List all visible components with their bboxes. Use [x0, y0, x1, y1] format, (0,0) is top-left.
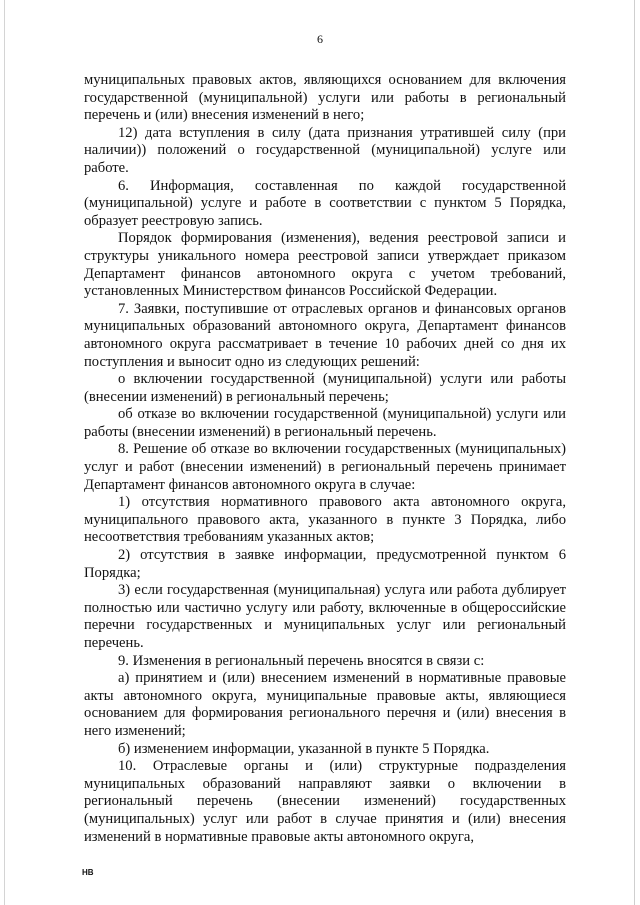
- paragraph: 9. Изменения в региональный перечень вносятся в связи с:: [118, 652, 485, 669]
- paragraph: о включении государственной (муниципальной) услуги или работы (внесении изменений) в региональный перечень;: [84, 371, 566, 405]
- paragraph: 7. Заявки, поступившие от отраслевых органов и финансовых органов муниципальных образований автономного округа, Департамент финансов автономного округа рассматривает в течение 10 рабочих дней со дня их поступления и выносит одно из следующих решений:: [84, 300, 566, 370]
- paragraph: Порядок формирования (изменения), ведения реестровой записи и структуры уникального номера реестровой записи утверждает приказом Департамент финансов автономного округа с учетом требований, установленных Министерством финансов Российской Федерации.: [84, 230, 566, 300]
- paragraph: об отказе во включении государственной (муниципальной) услуги или работы (внесении изменений) в региональный перечень.: [84, 406, 566, 440]
- paragraph: 3) если государственная (муниципальная) услуга или работа дублирует полностью или частично услугу или работу, включенные в общероссийские перечни государственных и муниципальных услуг или региональный перечень.: [84, 582, 566, 651]
- footer-mark: НВ: [82, 868, 94, 877]
- paragraph: б) изменением информации, указанной в пункте 5 Порядка.: [118, 740, 490, 757]
- paragraph: 2) отсутствия в заявке информации, предусмотренной пунктом 6 Порядка;: [84, 547, 566, 581]
- paragraph: 10. Отраслевые органы и (или) структурные подразделения муниципальных образований направляют заявки о включении в региональный перечень (внесении изменений) государственных (муниципальных) услуг или работ в случае принятия и (или) внесения изменений в нормативные правовые акты автономного округа,: [84, 758, 566, 845]
- paragraph: а) принятием и (или) внесением изменений в нормативные правовые акты автономного округа, муниципальные правовые акты, являющиеся основанием для формирования регионального перечня и (или) внесения в него изменений;: [84, 670, 566, 739]
- paragraph: муниципальных правовых актов, являющихся основанием для включения государственной (муниципальной) услуги или работы в региональный перечень и (или) внесения изменений в него;: [84, 72, 566, 124]
- paragraph: 6. Информация, составленная по каждой государственной (муниципальной) услуге и работе в соответствии с пунктом 5 Порядка, образует реестровую запись.: [84, 177, 566, 229]
- paragraph: 12) дата вступления в силу (дата признания утратившей силу (при наличии)) положений о государственной (муниципальной) услуге или работе.: [84, 124, 566, 176]
- scan-edge-left: [4, 0, 5, 905]
- scan-edge-right: [634, 0, 635, 905]
- paragraph: 8. Решение об отказе во включении государственных (муниципальных) услуг и работ (внесении изменений) в региональный перечень принимает Департамент финансов автономного округа в случае:: [84, 441, 566, 493]
- paragraph: 1) отсутствия нормативного правового акта автономного округа, муниципального правового акта, указанного в пункте 3 Порядка, либо несоответствия требованиям указанных актов;: [84, 494, 566, 546]
- page-number: 6: [317, 32, 323, 46]
- document-body: [84, 72, 566, 846]
